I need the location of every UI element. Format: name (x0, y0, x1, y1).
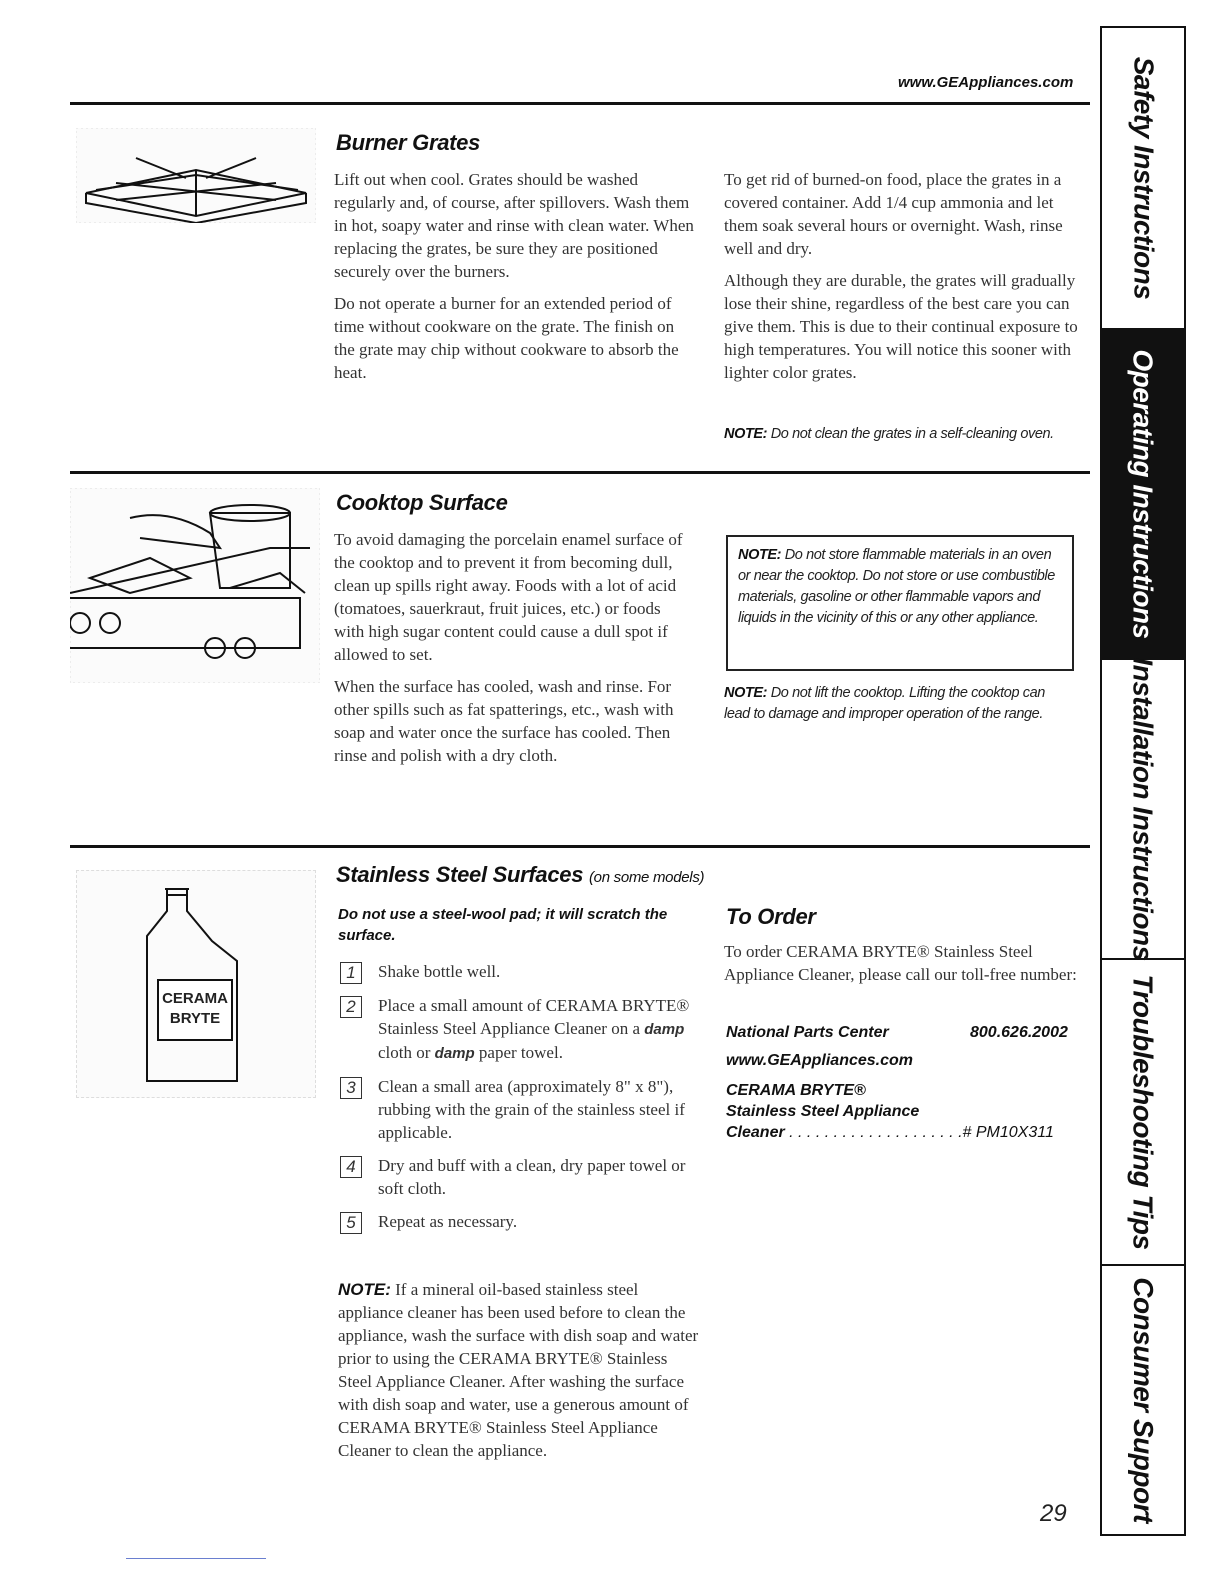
tab-consumer-support[interactable]: Consumer Support (1128, 1277, 1159, 1523)
cooktop-paragraph-1: To avoid damaging the porcelain enamel surface of the cooktop and to prevent it from becoming dull, clean up spills right away. Foods with a lot of acid (tomatoes, sauerkraut, fruit juices, etc.) or foods with high sugar content could cause a dull spot if allowed to set. (334, 530, 683, 664)
cooktop-lift-note: NOTE: Do not lift the cooktop. Lifting the cooktop can lead to damage and improper operation of the range. (724, 685, 1045, 722)
page-number: 29 (1040, 1500, 1067, 1527)
npc-phone: 800.626.2002 (970, 1024, 1068, 1041)
cooktop-paragraph-2: When the surface has cooled, wash and rinse. For other spills such as fat spatterings, etc., wash with soap and water once the surface has cooled. Then rinse and polish with a dry cloth. (334, 677, 674, 765)
steel-wool-warning: Do not use a steel-wool pad; it will scratch the surface. (338, 906, 668, 944)
step-1: 1 Shake bottle well. (340, 960, 696, 984)
step-2: 2 Place a small amount of CERAMA BRYTE® Stainless Steel Appliance Cleaner on a damp cloth or damp paper towel. (340, 994, 696, 1065)
section-tabs (1100, 26, 1186, 1536)
cerama-bryte-product: CERAMA BRYTE® Stainless Steel Appliance Cleaner . . . . . . . . . . . . . . . . . . . .# PM10X311 (726, 1082, 1054, 1141)
burner-grates-title: Burner Grates (336, 130, 481, 155)
tab-safety-instructions[interactable]: Safety Instructions (1102, 28, 1184, 330)
step-5: 5 Repeat as necessary. (340, 1210, 696, 1234)
cooktop-surface-title: Cooktop Surface (336, 490, 508, 515)
cooktop-left-column (334, 528, 694, 776)
cleaning-steps (340, 960, 696, 1244)
stainless-steel-title-suffix: (on some models) (588, 869, 705, 886)
burner-grates-left-column (334, 168, 694, 393)
header-rule (70, 102, 1090, 105)
npc-label: National Parts Center (726, 1024, 889, 1041)
section-rule-1 (70, 471, 1090, 474)
step-3: 3 Clean a small area (approximately 8" x 8"), rubbing with the grain of the stainless steel if applicable. (340, 1075, 696, 1144)
to-order-title: To Order (726, 904, 816, 929)
tab-troubleshooting-tips[interactable]: Troubleshooting Tips (1102, 960, 1184, 1266)
tab-operating-instructions[interactable]: Operating Instructions (1102, 330, 1184, 660)
section-rule-2 (70, 845, 1090, 848)
burner-grates-right-column (724, 168, 1086, 393)
tab-installation-instructions[interactable]: Installation Instructions (1102, 660, 1184, 960)
burner-grates-paragraph-2: Do not operate a burner for an extended period of time without cookware on the grate. The finish on the grate may chip without cookware to absorb the heat. (334, 294, 679, 382)
burner-grates-paragraph-1: Lift out when cool. Grates should be washed regularly and, of course, after spillovers. Wash them in hot, soapy water and rinse with clean water. When replacing the grates, be sure they are positioned securely over the burners. (334, 170, 694, 281)
stainless-steel-title: Stainless Steel Surfaces (on some models) (336, 862, 705, 887)
website-header: www.GEAppliances.com (898, 74, 1074, 91)
cooktop-illustration (70, 488, 320, 683)
burner-grate-illustration (76, 128, 316, 223)
national-parts-center-row (726, 1022, 1076, 1043)
part-number: # PM10X311 (962, 1124, 1054, 1141)
stainless-note: NOTE: If a mineral oil-based stainless steel appliance cleaner has been used before to clean the appliance, wash the surface with dish soap and water prior to using the CERAMA BRYTE® Stainless Steel Appliance Cleaner. After washing the surface with dish soap and water, use a generous amount of CERAMA BRYTE® Stainless Steel Appliance Cleaner to clean the appliance. (338, 1280, 699, 1460)
cleaner-bottle-illustration (76, 870, 316, 1098)
to-order-website: www.GEAppliances.com (726, 1052, 914, 1069)
flammable-warning-box: NOTE: Do not store flammable materials in an oven or near the cooktop. Do not store or use combustible materials, gasoline or other flammable vapors and liquids in the vicinity of this or any other appliance. (726, 535, 1074, 671)
burner-grates-paragraph-3: To get rid of burned-on food, place the grates in a covered container. Add 1/4 cup ammonia and let them soak several hours or overnight. Wash, rinse well and dry. (724, 170, 1063, 258)
burner-grates-paragraph-4: Although they are durable, the grates will gradually lose their shine, regardless of the best care you can give them. This is due to their continual exposure to high temperatures. You will notice this sooner with lighter color grates. (724, 271, 1078, 382)
footer-line (126, 1558, 266, 1559)
step-4: 4 Dry and buff with a clean, dry paper towel or soft cloth. (340, 1154, 696, 1200)
to-order-intro: To order CERAMA BRYTE® Stainless Steel Appliance Cleaner, please call our toll-free number: (724, 942, 1077, 984)
bottle-label: CERAMA BRYTE (157, 979, 233, 1041)
burner-grates-note: NOTE: Do not clean the grates in a self-cleaning oven. (724, 426, 1054, 442)
